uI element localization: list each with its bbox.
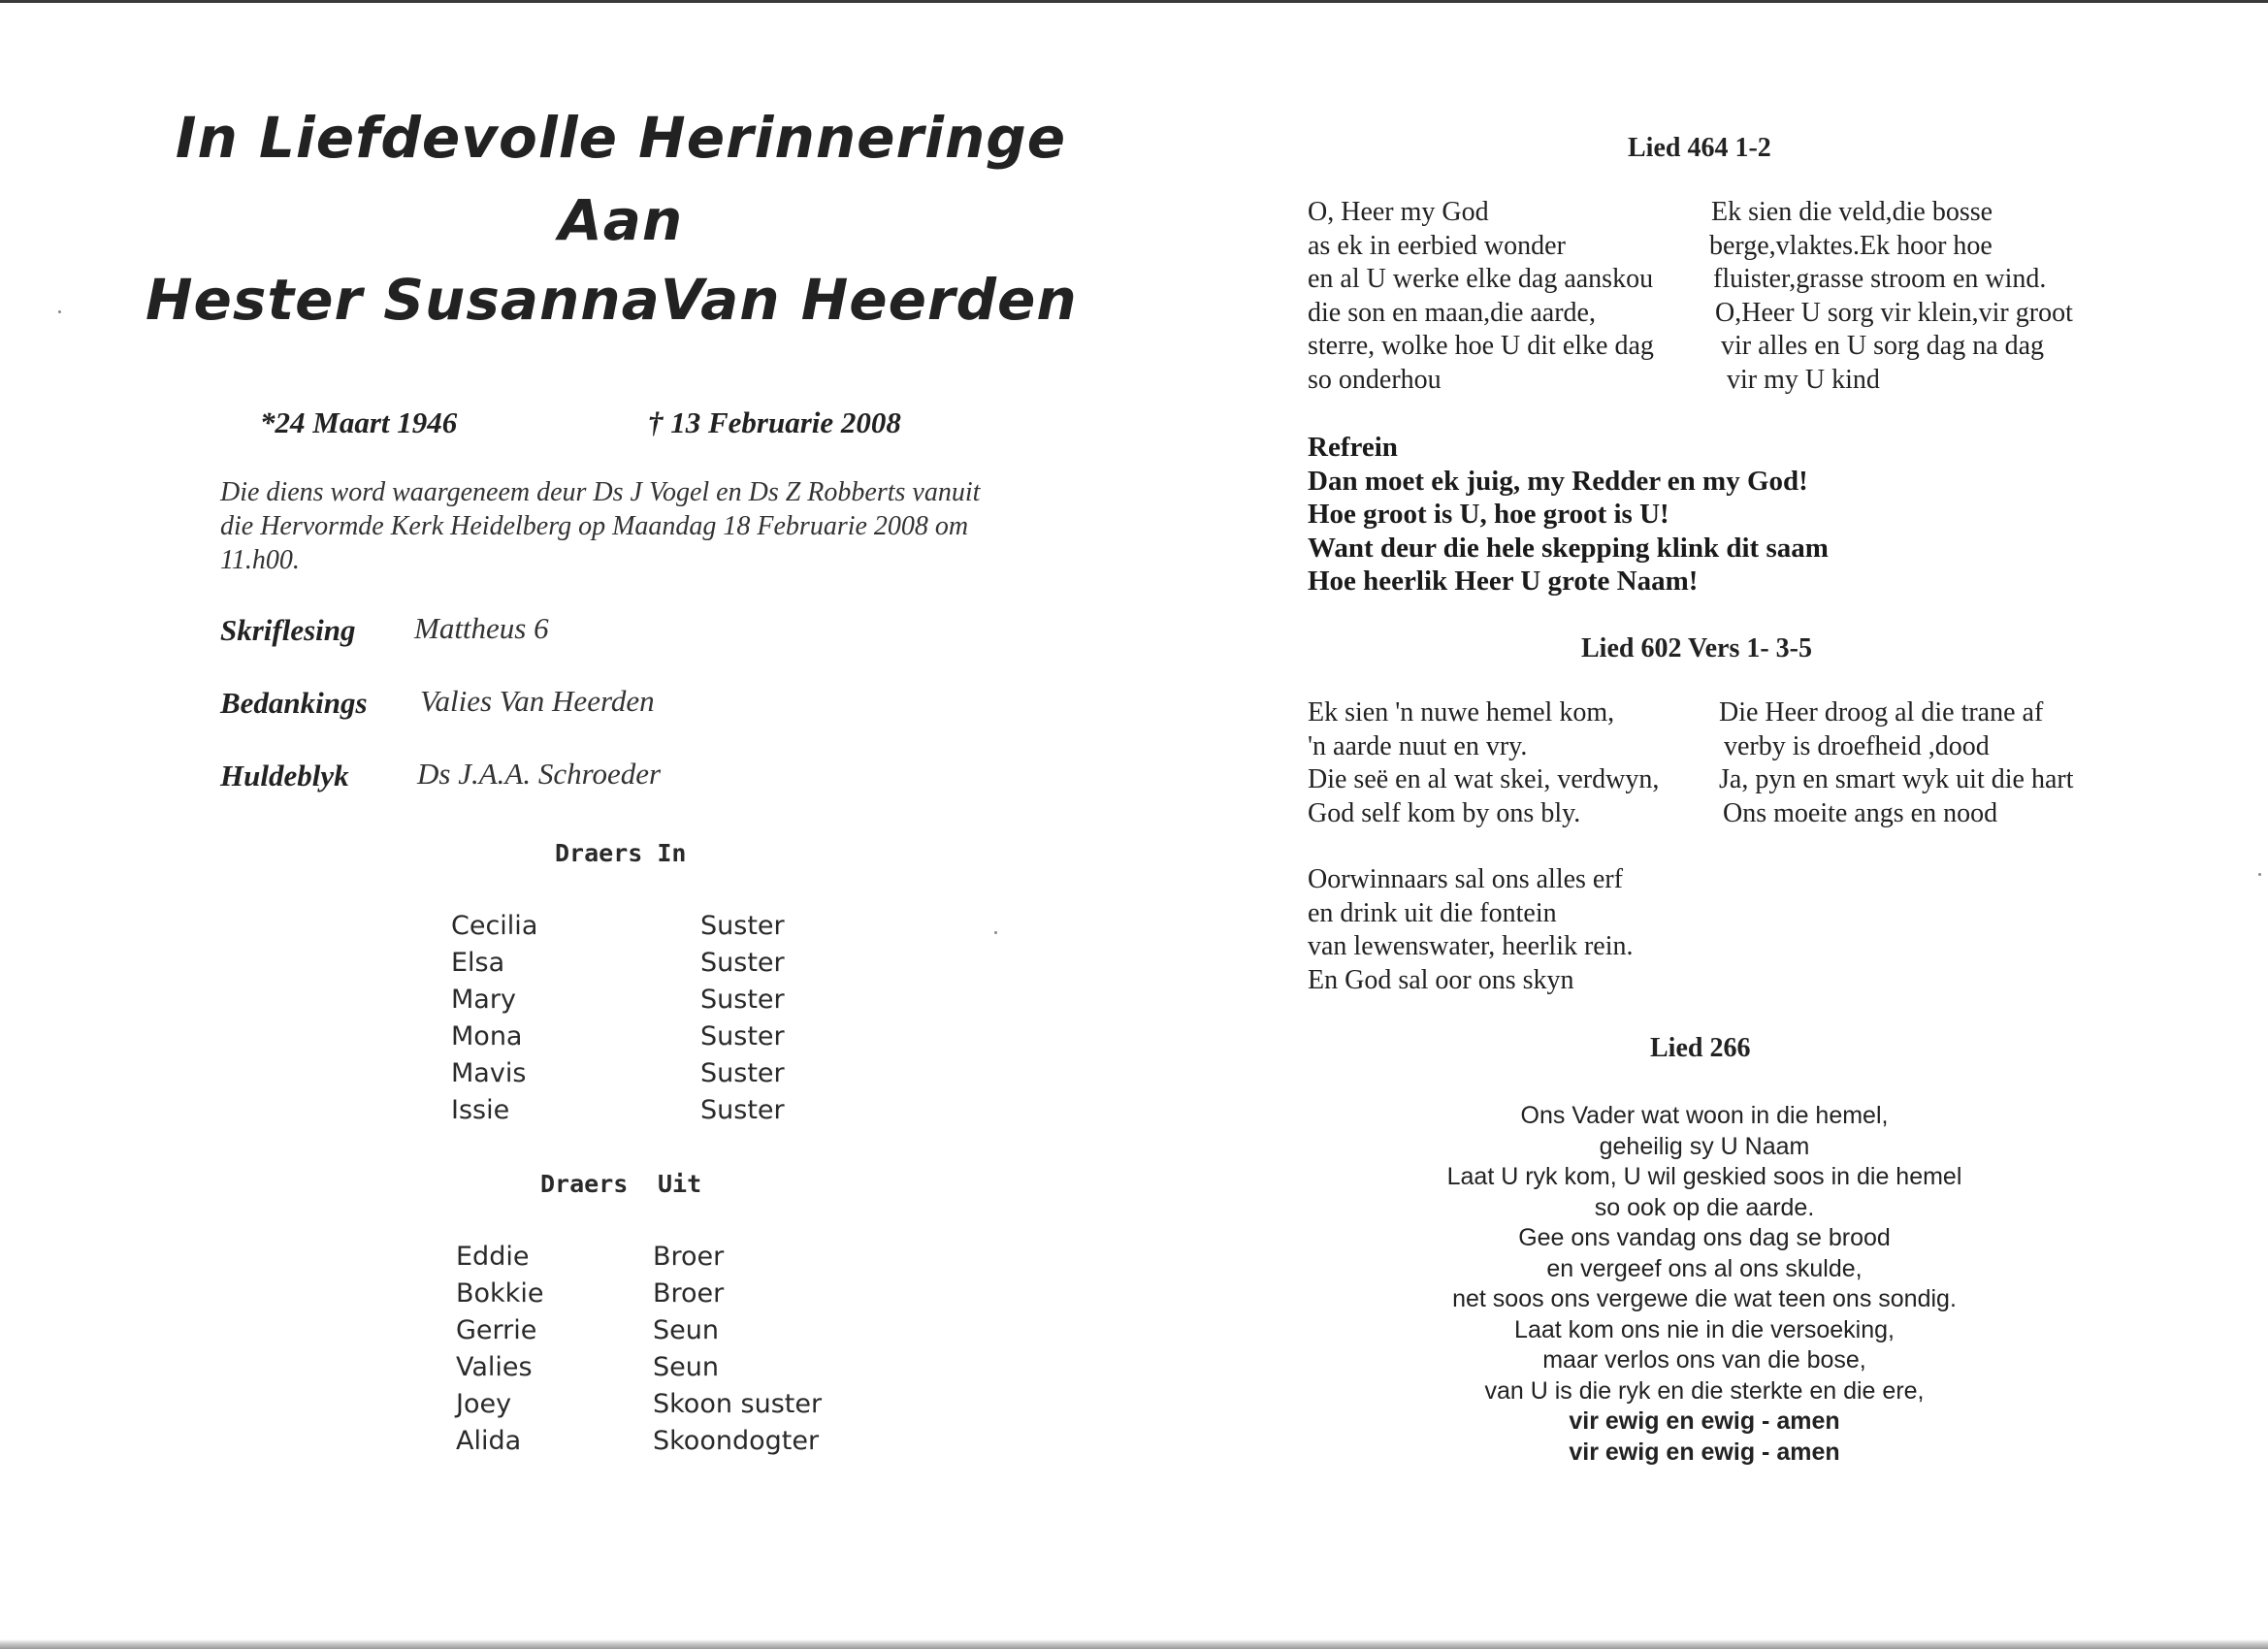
bearers-in-names bbox=[451, 908, 537, 1129]
song-1-verse-2 bbox=[1709, 196, 2073, 397]
bearer-name: Mary bbox=[451, 985, 516, 1015]
chorus-line: Dan moet ek juig, my Redder en my God! bbox=[1308, 465, 1808, 497]
bearer-relation: Broer bbox=[653, 1278, 725, 1309]
chorus-line: Want deur die hele skepping klink dit saam bbox=[1308, 532, 1829, 564]
detail-label: Bedankings bbox=[220, 686, 368, 720]
verse-line: 'n aarde nuut en vry. bbox=[1308, 730, 1528, 761]
prayer-line: Laat U ryk kom, U wil geskied soos in die hemel bbox=[1446, 1163, 1962, 1190]
bearer-relation: Skoondogter bbox=[653, 1426, 820, 1456]
detail-value: Valies Van Heerden bbox=[420, 684, 655, 718]
detail-label: Skriflesing bbox=[220, 613, 356, 647]
verse-line: so onderhou bbox=[1308, 364, 1442, 395]
bearers-out-heading-2: Uit bbox=[658, 1170, 702, 1198]
bearers-in-heading: Draers In bbox=[555, 839, 687, 867]
amen-line: vir ewig en ewig - amen bbox=[1569, 1407, 1840, 1435]
scan-speck bbox=[2258, 873, 2261, 876]
verse-line: en al U werke elke dag aanskou bbox=[1308, 264, 1654, 294]
verse-line: O, Heer my God bbox=[1308, 197, 1489, 227]
bearer-relation: Suster bbox=[700, 985, 785, 1015]
verse-line: vir alles en U sorg dag na dag bbox=[1721, 331, 2045, 361]
verse-line: Oorwinnaars sal ons alles erf bbox=[1308, 864, 1624, 894]
verse-line: Ek sien 'n nuwe hemel kom, bbox=[1308, 697, 1615, 728]
bearer-relation: Suster bbox=[700, 1095, 785, 1125]
verse-line: vir my U kind bbox=[1727, 364, 1880, 395]
verse-line: God self kom by ons bly. bbox=[1308, 797, 1581, 828]
prayer-line: en vergeef ons al ons skulde, bbox=[1546, 1254, 1863, 1282]
song-1-title: Lied 464 1-2 bbox=[1628, 133, 1771, 163]
scan-speck bbox=[994, 931, 997, 934]
verse-line: van lewenswater, heerlik rein. bbox=[1308, 931, 1634, 961]
song-2-verse-1 bbox=[1308, 696, 1659, 830]
verse-line: O,Heer U sorg vir klein,vir groot bbox=[1715, 297, 2073, 328]
verse-line: verby is droefheid ,dood bbox=[1724, 730, 1990, 761]
bearers-out-names bbox=[456, 1239, 543, 1460]
verse-line: Ek sien die veld,die bosse bbox=[1711, 197, 1993, 227]
bearers-out-relations bbox=[653, 1239, 822, 1460]
detail-label: Huldeblyk bbox=[220, 759, 349, 792]
bearer-name: Elsa bbox=[451, 948, 505, 978]
verse-line: berge,vlaktes.Ek hoor hoe bbox=[1709, 230, 1993, 261]
bearer-relation: Suster bbox=[700, 1058, 785, 1088]
detail-value: Ds J.A.A. Schroeder bbox=[417, 757, 662, 791]
title-line-3: Hester SusannaVan Heerden bbox=[146, 267, 1078, 333]
bearer-name: Cecilia bbox=[451, 911, 538, 941]
bearer-name: Valies bbox=[456, 1352, 533, 1382]
title-line-2: Aan bbox=[558, 187, 684, 253]
bearer-name: Bokkie bbox=[456, 1278, 544, 1309]
birth-date: *24 Maart 1946 bbox=[260, 405, 458, 439]
verse-line: Die Heer droog al die trane af bbox=[1719, 697, 2044, 728]
scan-edge-bottom bbox=[0, 1639, 2268, 1649]
bearer-relation: Seun bbox=[653, 1315, 719, 1345]
song-3-title: Lied 266 bbox=[1650, 1033, 1751, 1063]
bearers-out-heading-1: Draers bbox=[540, 1170, 629, 1198]
bearer-name: Mavis bbox=[451, 1058, 527, 1088]
verse-line: en drink uit die fontein bbox=[1308, 897, 1557, 928]
verse-line: Ons moeite angs en nood bbox=[1723, 797, 1998, 828]
bearer-relation: Suster bbox=[700, 948, 785, 978]
song-3-prayer bbox=[1316, 1101, 2092, 1468]
prayer-line: net soos ons vergewe die wat teen ons sondig. bbox=[1452, 1285, 1957, 1312]
verse-line: die son en maan,die aarde, bbox=[1308, 297, 1596, 328]
verse-line: as ek in eerbied wonder bbox=[1308, 230, 1566, 261]
bearers-in-relations bbox=[700, 908, 785, 1129]
prayer-line: so ook op die aarde. bbox=[1594, 1193, 1815, 1221]
chorus-line: Hoe heerlik Heer U grote Naam! bbox=[1308, 566, 1699, 597]
prayer-line: geheilig sy U Naam bbox=[1599, 1132, 1810, 1160]
verse-line: sterre, wolke hoe U dit elke dag bbox=[1308, 331, 1654, 361]
bearer-name: Gerrie bbox=[456, 1315, 537, 1345]
bearer-relation: Seun bbox=[653, 1352, 719, 1382]
prayer-line: Gee ons vandag ons dag se brood bbox=[1518, 1224, 1891, 1251]
song-2-verse-3 bbox=[1308, 863, 1634, 997]
scan-speck bbox=[58, 310, 61, 313]
song-2-verse-2 bbox=[1719, 696, 2073, 830]
bearer-relation: Broer bbox=[653, 1242, 725, 1272]
death-date: † 13 Februarie 2008 bbox=[648, 405, 901, 439]
chorus-line: Hoe groot is U, hoe groot is U! bbox=[1308, 499, 1669, 530]
prayer-line: Laat kom ons nie in die versoeking, bbox=[1514, 1315, 1895, 1343]
bearer-relation: Skoon suster bbox=[653, 1389, 823, 1419]
verse-line: fluister,grasse stroom en wind. bbox=[1713, 264, 2047, 294]
verse-line: Die seë en al wat skei, verdwyn, bbox=[1308, 764, 1660, 794]
verse-line: Ja, pyn en smart wyk uit die hart bbox=[1719, 764, 2074, 794]
chorus-heading: Refrein bbox=[1308, 432, 1398, 463]
song-2-title: Lied 602 Vers 1- 3-5 bbox=[1581, 633, 1812, 663]
prayer-line: maar verlos ons van die bose, bbox=[1542, 1346, 1866, 1374]
song-1-chorus bbox=[1308, 431, 1829, 598]
bearer-name: Eddie bbox=[456, 1242, 530, 1272]
detail-value: Mattheus 6 bbox=[414, 611, 549, 645]
bearer-name: Joey bbox=[456, 1389, 512, 1419]
bearer-name: Alida bbox=[456, 1426, 522, 1456]
verse-line: En God sal oor ons skyn bbox=[1308, 964, 1574, 995]
bearer-relation: Suster bbox=[700, 911, 785, 941]
prayer-line: van U is die ryk en die sterkte en die ere, bbox=[1484, 1376, 1925, 1405]
title-line-1: In Liefdevolle Herinneringe bbox=[175, 105, 1067, 171]
bearer-relation: Suster bbox=[700, 1021, 785, 1051]
scan-edge-top bbox=[0, 0, 2268, 3]
amen-line: vir ewig en ewig - amen bbox=[1569, 1438, 1840, 1466]
service-text: Die diens word waargeneem deur Ds J Vogel en Ds Z Robberts vanuit die Hervormde Kerk Heidelberg op Maandag 18 Februarie 2008 om 11.h00. bbox=[220, 477, 981, 575]
song-1-verse-1 bbox=[1308, 196, 1654, 397]
prayer-line: Ons Vader wat woon in die hemel, bbox=[1520, 1102, 1889, 1129]
bearer-name: Mona bbox=[451, 1021, 523, 1051]
bearer-name: Issie bbox=[451, 1095, 510, 1125]
